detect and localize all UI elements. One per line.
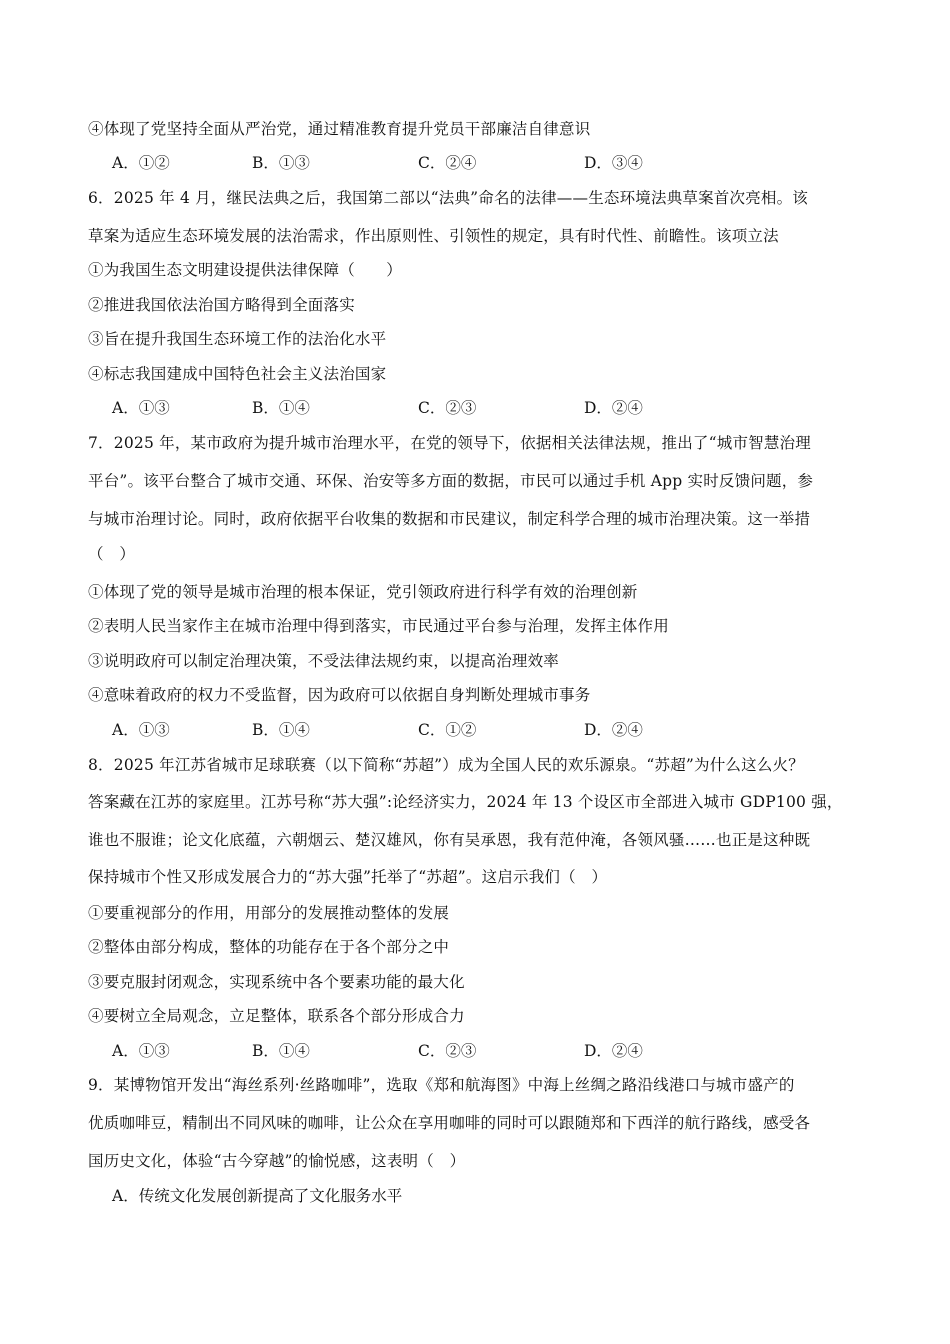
q5-option-c[interactable]: C．②④	[418, 154, 477, 172]
q5-item-4: ④体现了党坚持全面从严治党，通过精准教育提升党员干部廉洁自律意识	[88, 120, 591, 138]
q9-stem-line: 9．某博物馆开发出“海丝系列·丝路咖啡”，选取《郑和航海图》中海上丝绸之路沿线港口与城市盛产的	[88, 1076, 795, 1094]
q8-option-c[interactable]: C．②③	[418, 1042, 477, 1060]
q7-stem-line: 平台”。该平台整合了城市交通、环保、治安等多方面的数据，市民可以通过手机 App 实时反馈问题，参	[88, 472, 814, 490]
q8-option-a[interactable]: A．①③	[112, 1042, 170, 1060]
q6-item-4: ④标志我国建成中国特色社会主义法治国家	[88, 365, 387, 383]
q7-item-3: ③说明政府可以制定治理决策，不受法律法规约束，以提高治理效率	[88, 652, 560, 670]
q6-option-c[interactable]: C．②③	[418, 399, 477, 417]
q8-item-1: ①要重视部分的作用，用部分的发展推动整体的发展	[88, 904, 450, 922]
q8-item-4: ④要树立全局观念，立足整体，联系各个部分形成合力	[88, 1007, 465, 1025]
q6-item-2: ②推进我国依法治国方略得到全面落实	[88, 296, 355, 314]
q6-item-3: ③旨在提升我国生态环境工作的法治化水平	[88, 330, 387, 348]
q7-stem-line: 与城市治理讨论。同时，政府依据平台收集的数据和市民建议，制定科学合理的城市治理决策。这一举措	[88, 510, 811, 528]
q8-stem-line: 答案藏在江苏的家庭里。江苏号称“苏大强”:论经济实力，2024 年 13 个设区市全部进入城市 GDP100 强，	[88, 793, 843, 811]
q7-option-a[interactable]: A．①③	[112, 721, 170, 739]
q7-option-b[interactable]: B．①④	[252, 721, 310, 739]
q8-option-b[interactable]: B．①④	[252, 1042, 310, 1060]
q8-item-3: ③要克服封闭观念，实现系统中各个要素功能的最大化	[88, 973, 465, 991]
q8-stem-line: 8．2025 年江苏省城市足球联赛（以下简称“苏超”）成为全国人民的欢乐源泉。“苏超”为什么这么火？	[88, 756, 804, 774]
q5-option-a[interactable]: A．①②	[112, 154, 170, 172]
q8-stem-line: 保持城市个性又形成发展合力的“苏大强”托举了“苏超”。这启示我们（ ）	[88, 868, 608, 886]
q6-stem-line: 6．2025 年 4 月，继民法典之后，我国第二部以“法典”命名的法律——生态环境法典草案首次亮相。该	[88, 189, 809, 207]
q8-item-2: ②整体由部分构成，整体的功能存在于各个部分之中	[88, 938, 450, 956]
q8-stem-line: 谁也不服谁；论文化底蕴，六朝烟云、楚汉雄风，你有吴承恩，我有范仲淹，各领风骚……也正是这种既	[88, 831, 811, 849]
q9-option-a[interactable]: A．传统文化发展创新提高了文化服务水平	[112, 1187, 403, 1205]
q6-option-a[interactable]: A．①③	[112, 399, 170, 417]
q7-option-d[interactable]: D．②④	[584, 721, 643, 739]
q5-option-b[interactable]: B．①③	[252, 154, 310, 172]
q6-option-d[interactable]: D．②④	[584, 399, 643, 417]
q7-option-c[interactable]: C．①②	[418, 721, 477, 739]
q7-stem-line: （ ）	[88, 545, 136, 563]
q6-item-1: ①为我国生态文明建设提供法律保障（ ）	[88, 261, 403, 279]
q7-item-1: ①体现了党的领导是城市治理的根本保证，党引领政府进行科学有效的治理创新	[88, 583, 638, 601]
q8-option-d[interactable]: D．②④	[584, 1042, 643, 1060]
q7-item-2: ②表明人民当家作主在城市治理中得到落实，市民通过平台参与治理，发挥主体作用	[88, 617, 669, 635]
q9-stem-line: 国历史文化，体验“古今穿越”的愉悦感，这表明（ ）	[88, 1152, 466, 1170]
q6-option-b[interactable]: B．①④	[252, 399, 310, 417]
q7-stem-line: 7．2025 年，某市政府为提升城市治理水平，在党的领导下，依据相关法律法规，推出了“城市智慧治理	[88, 434, 811, 452]
q6-stem-line: 草案为适应生态环境发展的法治需求，作出原则性、引领性的规定，具有时代性、前瞻性。该项立法	[88, 227, 779, 245]
q9-stem-line: 优质咖啡豆，精制出不同风味的咖啡，让公众在享用咖啡的同时可以跟随郑和下西洋的航行路线，感受各	[88, 1114, 811, 1132]
q5-option-d[interactable]: D．③④	[584, 154, 643, 172]
q7-item-4: ④意味着政府的权力不受监督，因为政府可以依据自身判断处理城市事务	[88, 686, 591, 704]
